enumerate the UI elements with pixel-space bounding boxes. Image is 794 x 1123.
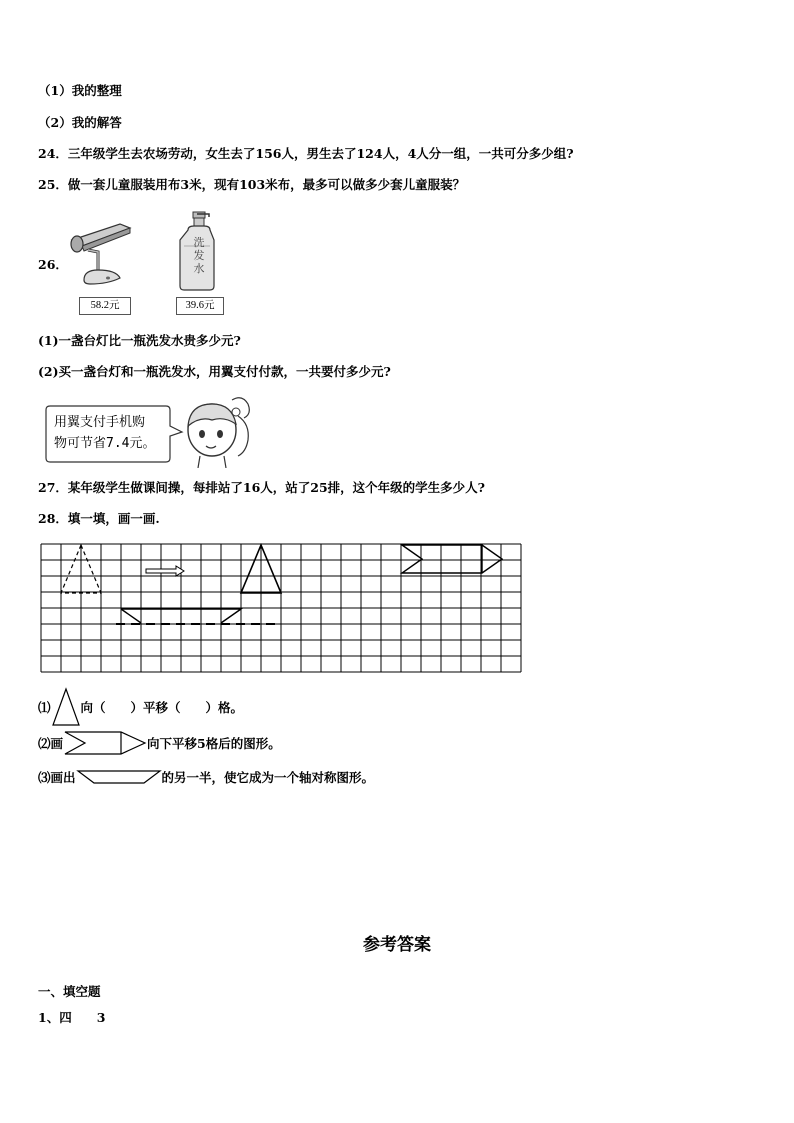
sub-question-2: （2）我的解答 bbox=[38, 115, 122, 130]
question-26: 26． bbox=[38, 257, 68, 272]
triangle-icon bbox=[51, 687, 81, 727]
answers-section: 一、填空题 bbox=[38, 984, 101, 999]
translation-arrow bbox=[146, 566, 184, 576]
shampoo-label-char: 洗 bbox=[193, 236, 205, 249]
question-27: 27．某年级学生做课间操，每排站了16人，站了25排，这个年级的学生多少人? bbox=[38, 480, 486, 495]
shampoo-label-char: 发 bbox=[193, 249, 205, 262]
bubble-line-2: 物可节省7.4元。 bbox=[54, 436, 156, 451]
desk-lamp-icon bbox=[68, 218, 138, 288]
question-28-part-2 bbox=[38, 730, 281, 756]
question-24: 24．三年级学生去农场劳动，女生去了156人，男生去了124人，4人分一组，一共可分多少组? bbox=[38, 146, 574, 161]
question-28-part-1 bbox=[38, 687, 243, 727]
part-3-text: 的另一半，使它成为一个轴对称图形。 bbox=[161, 770, 375, 785]
translation-grid bbox=[40, 543, 526, 675]
part-1-text: 向（ ）平移（ ）格。 bbox=[80, 700, 244, 715]
girl-avatar bbox=[178, 394, 256, 468]
arrow-shape-icon bbox=[63, 730, 147, 756]
part-2-text: 向下平移5格后的图形。 bbox=[147, 736, 281, 751]
question-28-part-3 bbox=[38, 768, 374, 786]
answer-1: 1、四 3 bbox=[38, 1010, 106, 1025]
bubble-line-1: 用翼支付手机购 bbox=[54, 415, 146, 430]
part-1-prefix: ⑴ bbox=[38, 700, 51, 715]
sub-question-1: （1）我的整理 bbox=[38, 83, 122, 98]
shampoo-label-char: 水 bbox=[193, 262, 205, 275]
answers-title: 参考答案 bbox=[363, 935, 431, 955]
question-28: 28．填一填，画一画. bbox=[38, 511, 160, 526]
question-25: 25．做一套儿童服装用布3米，现有103米布，最多可以做多少套儿童服装？ bbox=[38, 177, 466, 192]
shampoo-label bbox=[189, 236, 209, 275]
question-26-part-2: (2)买一盏台灯和一瓶洗发水，用翼支付付款，一共要付多少元? bbox=[38, 364, 391, 379]
part-2-prefix: ⑵画 bbox=[38, 736, 64, 751]
question-26-part-1: (1)一盏台灯比一瓶洗发水贵多少元? bbox=[38, 333, 241, 348]
lamp-price-tag: 58.2元 bbox=[79, 297, 131, 315]
shampoo-price-tag: 39.6元 bbox=[176, 297, 224, 315]
half-trapezoid-icon bbox=[76, 768, 162, 786]
arrow-shape bbox=[402, 545, 502, 573]
part-3-prefix: ⑶画出 bbox=[38, 770, 76, 785]
